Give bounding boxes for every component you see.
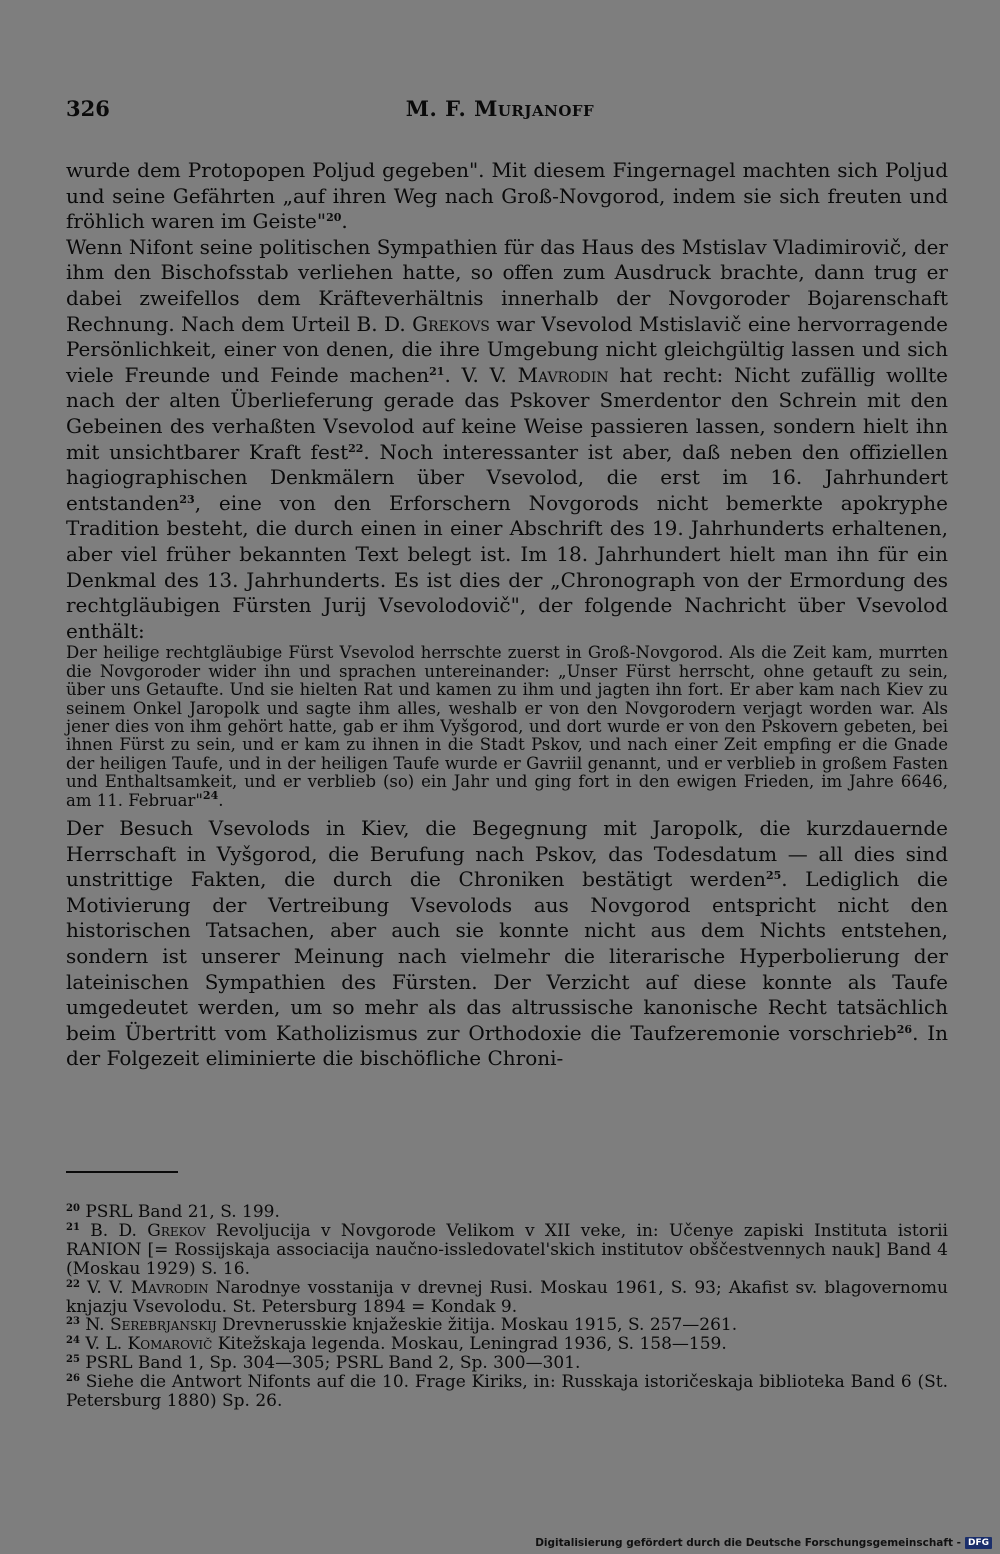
author-name: Grekov [147, 1220, 206, 1241]
text-run: N. [85, 1315, 110, 1336]
text-run: . [218, 790, 224, 810]
body-text [66, 158, 948, 1072]
page-number: 326 [66, 96, 110, 121]
footnote [66, 1279, 948, 1317]
footnote-separator [66, 1171, 178, 1173]
funding-notice: Digitalisierung gefördert durch die Deutsche Forschungsgemeinschaft - [535, 1537, 961, 1549]
footnote-number: 26 [66, 1373, 80, 1385]
text-run: Kitežskaja legenda. Moskau, Leningrad 1936, S. 158—159. [212, 1334, 727, 1355]
running-head: M. F. Murjanoff [405, 96, 595, 121]
text-run: . [341, 209, 348, 234]
footnote [66, 1222, 948, 1279]
footnote-number: 22 [66, 1278, 80, 1290]
footnote [66, 1373, 948, 1411]
footnote-ref: 21 [429, 364, 445, 378]
text-run: Narodnye vosstanija v drevnej Rusi. Moskau 1961, S. 93; Akafist sv. blagovernomu knjazju Vsevolodu. St. Petersburg 1894 = Kondak 9. [66, 1277, 948, 1317]
text-run: . V. V. [444, 362, 518, 387]
text-run: PSRL Band 21, S. 199. [85, 1202, 280, 1222]
text-run: Der Besuch Vsevolods in Kiev, die Begegnung mit Jaropolk, die kurzdauernde Herrschaft in Vyšgorod, die Berufung nach Pskov, das Todesdatum — all dies sind unstrittige Fakten, die durch die Chroniken bestätigt werden [66, 815, 948, 892]
text-run: . Noch interessanter ist aber, daß neben den offiziellen hagiographischen Denkmälern über Vsevolod, die erst im 16. Jahrhundert entstanden [66, 439, 948, 515]
footnote-number: 20 [66, 1203, 80, 1214]
author-name: Mavrodin [517, 362, 609, 387]
footnote [66, 1203, 948, 1222]
text-run: Revoljucija v Novgorode Velikom v XII veke, in: Učenye zapiski Instituta istorii RANION [= Rossijskaja associacija naučno-issledovatel'skich institutov obščestvennych nauk] Band 4 (Moskau 1929) S. 16. [66, 1220, 948, 1279]
paragraph [66, 816, 948, 1072]
footnotes [66, 1203, 948, 1411]
text-run: wurde dem Protopopen Poljud gegeben". Mit diesem Fingernagel machten sich Poljud und seine Gefährten „auf ihren Weg nach Groß-Novgorod, indem sie sich freuten und fröhlich waren im Geiste" [66, 158, 948, 234]
dfg-logo: DFG [965, 1537, 992, 1549]
footnote-ref: 20 [326, 211, 342, 225]
text-run: V. L. [85, 1334, 128, 1355]
text-run: war Vsevolod Mstislavič eine hervorragende Persönlichkeit, einer von denen, die ihre Umgebung nicht gleichgültig lassen und sich viele Freunde und Feinde machen [66, 311, 948, 387]
text-run: Siehe die Antwort Nifonts auf die 10. Frage Kiriks, in: Russkaja istoričeskaja biblioteka Band 6 (St. Petersburg 1880) Sp. 26. [66, 1372, 948, 1412]
footnote-number: 21 [66, 1221, 80, 1233]
text-run: . Lediglich die Motivierung der Vertreibung Vsevolods aus Novgorod entspricht nicht den historischen Tatsachen, aber auch sie konnte nicht aus dem Nichts entstehen, sondern ist unserer Meinung nach vielmehr die literarische Hyperbolierung der lateinischen Sympathien des Fürsten. Der Verzicht auf diese konnte als Taufe umgedeutet werden, um so mehr als das altrussische kanonische Recht tatsächlich beim Übertritt vom Katholizismus zur Orthodoxie die Taufzeremonie vorschrieb [66, 867, 948, 1045]
footnote-ref: 22 [348, 441, 364, 455]
page-header [66, 96, 934, 128]
paragraph [66, 235, 948, 645]
text-run: Der heilige rechtgläubige Fürst Vsevolod herrschte zuerst in Groß-Novgorod. Als die Zeit kam, murrten die Novgoroder wider ihn und sprachen untereinander: „Unser Fürst herrscht, ohne getauft zu sein, über uns Getaufte. Und sie hielten Rat und kamen zu ihm und jagten ihn fort. Er aber kam nach Kiev zu seinem Onkel Jaropolk und sagte ihm alles, weshalb er von den Novgorodern verjagt worden war. Als jener dies von ihm gehört hatte, gab er ihm Vyšgorod, und dort wurde er von den Pskovern gebeten, bei ihnen Fürst zu sein, und er kam zu ihnen in die Stadt Pskov, und nach einer Zeit empfing er die Gnade der heiligen Taufe, und in der heiligen Taufe wurde er Gavriil genannt, und er verblieb in großem Fasten und Enthaltsamkeit, und er verblieb (so) ein Jahr und ging fort in den ewigen Frieden, im Jahre 6646, am 11. Februar" [66, 643, 948, 810]
text-run: Wenn Nifont seine politischen Sympathien für das Haus des Mstislav Vladimirovič, der ihm den Bischofsstab verliehen hatte, so offen zum Ausdruck brachte, dann trug er dabei zweifellos dem Kräfteverhältnis innerhalb der Novgoroder Bojarenschaft Rechnung. Nach dem Urteil B. D. [66, 234, 948, 336]
footnote [66, 1354, 948, 1373]
paragraph [66, 158, 948, 235]
footnote-ref: 23 [179, 492, 195, 506]
text-run: PSRL Band 1, Sp. 304—305; PSRL Band 2, Sp. 300—301. [85, 1353, 581, 1374]
footnote-ref: 25 [765, 869, 782, 883]
text-run: Drevnerusskie knjažeskie žitija. Moskau 1915, S. 257—261. [216, 1315, 738, 1336]
block-quote [66, 644, 948, 810]
text-run: B. D. [90, 1220, 148, 1241]
author-name: Serebrjanskij [109, 1315, 217, 1336]
text-run: V. V. [87, 1277, 131, 1298]
footnote [66, 1316, 948, 1335]
footnote-ref: 26 [896, 1022, 913, 1036]
author-name: Mavrodin [130, 1277, 209, 1298]
footnote-number: 24 [66, 1335, 80, 1347]
text-run: hat recht: Nicht zufällig wollte nach der alten Überlieferung gerade das Pskover Smerdentor den Schrein mit den Gebeinen des verhaßten Vsevolod auf keine Weise passieren lassen, sondern hielt ihn mit unsichtbarer Kraft fest [66, 362, 949, 464]
footnote-number: 23 [66, 1316, 80, 1328]
footnote [66, 1335, 948, 1354]
author-name: Grekovs [412, 311, 490, 336]
text-run: , eine von den Erforschern Novgorods nicht bemerkte apokryphe Tradition besteht, die durch einen in einer Abschrift des 19. Jahrhunderts erhaltenen, aber viel früher bekannten Text belegt ist. Im 18. Jahrhundert hielt man ihn für ein Denkmal des 13. Jahrhunderts. Es ist dies der „Chronograph von der Ermordung des rechtgläubigen Fürsten Jurij Vsevolodovič", der folgende Nachricht über Vsevolod enthält: [66, 490, 948, 643]
footnote-ref: 24 [202, 788, 219, 802]
author-name: Komarovič [127, 1334, 213, 1355]
text-run: . In der Folgezeit eliminierte die bischöfliche Chroni- [66, 1020, 948, 1071]
digitization-footer [535, 1535, 992, 1551]
footnote-number: 25 [66, 1354, 80, 1366]
